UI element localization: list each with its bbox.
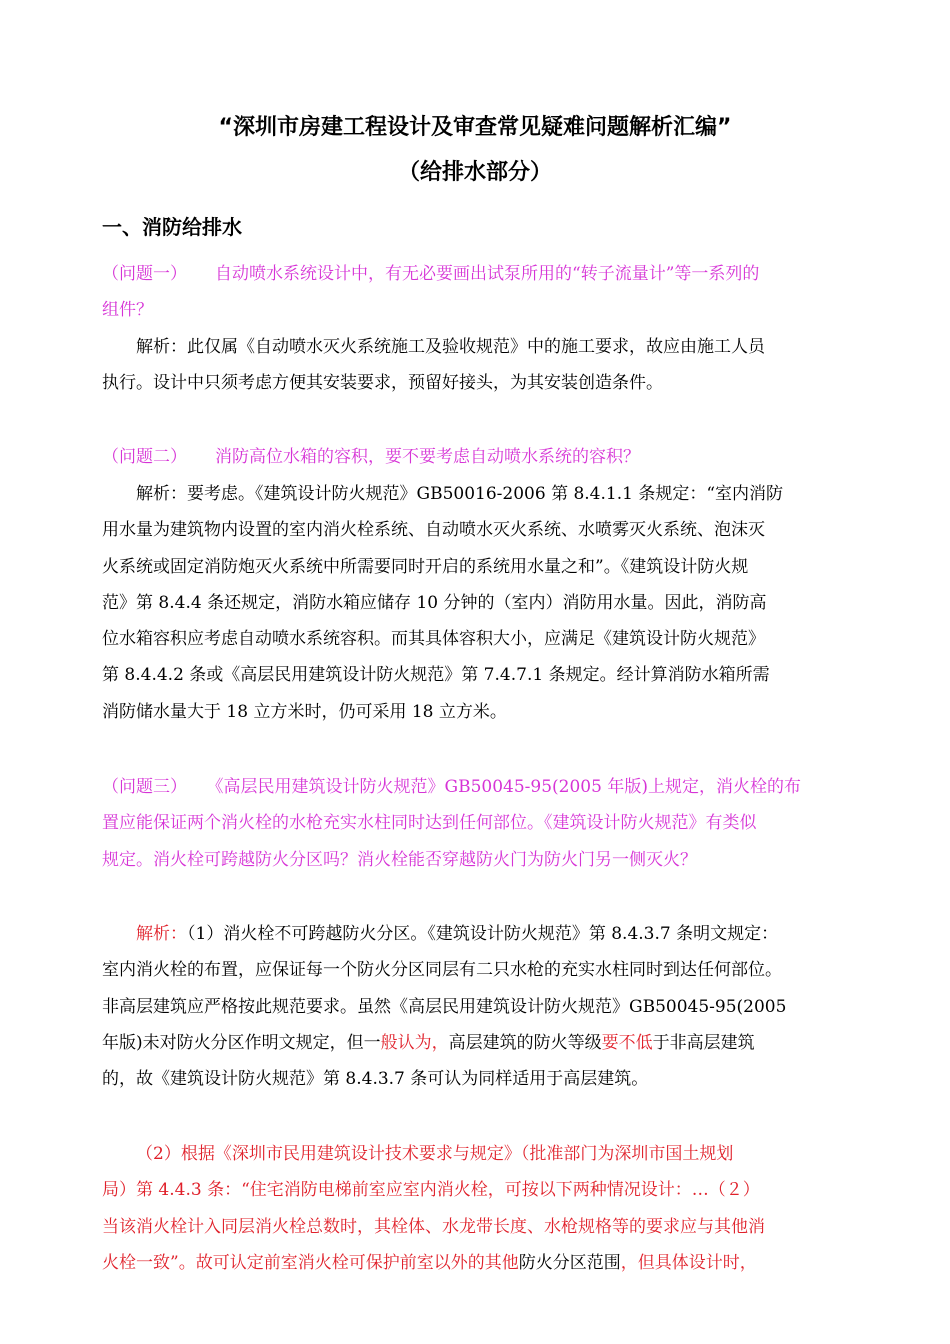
answer-line: 的，故《建筑设计防火规范》第 8.4.3.7 条可认为同样适用于高层建筑。: [102, 1069, 649, 1090]
answer-line: （2）根据《深圳市民用建筑设计技术要求与规定》（批准部门为深圳市国土规划: [136, 1144, 734, 1164]
answer-line: 当该消火栓计入同层消火栓总数时，其栓体、水龙带长度、水枪规格等的要求应与其他消: [102, 1216, 765, 1237]
question-text-line: 自动喷水系统设计中，有无必要画出试泵所用的“转子流量计”等一系列的: [215, 264, 760, 284]
answer-line: （1）消火栓不可跨越防火分区。《建筑设计防火规范》第 8.4.3.7 条明文规定：: [187, 924, 779, 944]
answer-line: 位水箱容积应考虑自动喷水系统容积。而其具体容积大小，应满足《建筑设计防火规范》: [102, 629, 765, 650]
answer-line: 消防储水量大于 18 立方米时，仍可采用 18 立方米。: [102, 701, 507, 722]
answer-label: 解析：: [136, 924, 187, 944]
answer-text: 火栓一致”。故可认定前室消火栓可保护前室以外的其他: [102, 1252, 519, 1273]
answer-line: 范》第 8.4.4 条还规定，消防水箱应储存 10 分钟的（室内）消防用水量。因此，消防高: [102, 592, 767, 613]
answer-1: [102, 329, 852, 402]
question-text-line: 置应能保证两个消火栓的水枪充实水柱同时达到任何部位。《建筑设计防火规范》有类似: [102, 813, 757, 834]
answer-line: 用水量为建筑物内设置的室内消火栓系统、自动喷水灭火系统、水喷雾灭火系统、泡沫灭: [102, 520, 765, 541]
answer-line: 执行。设计中只须考虑方便其安装要求，预留好接头，为其安装创造条件。: [102, 373, 663, 394]
answer-highlight: 般认为，: [380, 1032, 449, 1053]
document-title: “深圳市房建工程设计及审查常见疑难问题解析汇编”: [218, 115, 732, 140]
answer-line: 局）第 4.4.3 条：“住宅消防电梯前室应室内消火栓，可按以下两种情况设计：…（２）: [102, 1180, 760, 1201]
answer-line: 非高层建筑应严格按此规范要求。虽然《高层民用建筑设计防火规范》GB50045-95(2005: [102, 996, 787, 1017]
answer-text: 于非高层建筑: [652, 1032, 755, 1053]
answer-line: 室内消火栓的布置，应保证每一个防火分区同层有二只水枪的充实水柱同时到达任何部位。: [102, 960, 782, 981]
question-label: （问题一）: [102, 264, 187, 284]
question-1: [102, 256, 852, 329]
answer-3: [102, 916, 852, 1097]
answer-line: 第 8.4.4.2 条或《高层民用建筑设计防火规范》第 7.4.7.1 条规定。经计算消防水箱所需: [102, 665, 770, 686]
answer-text: 高层建筑的防火等级: [448, 1032, 602, 1053]
answer-highlight: 要不低: [601, 1032, 653, 1053]
question-3: [102, 769, 852, 878]
answer-line: 解析：此仅属《自动喷水灭火系统施工及验收规范》中的施工要求，故应由施工人员: [136, 337, 765, 357]
document-subtitle: （给排水部分）: [397, 160, 552, 185]
question-label: （问题二）: [102, 447, 187, 467]
question-text-line: 消防高位水箱的容积，要不要考虑自动喷水系统的容积？: [215, 447, 640, 467]
question-2: [102, 439, 852, 475]
answer-text: ，但具体设计时，: [620, 1252, 757, 1273]
question-label: （问题三）: [102, 777, 187, 797]
answer-3-part-2: [102, 1136, 852, 1281]
question-text-line: 规定。消火栓可跨越防火分区吗？消火栓能否穿越防火门为防火门另一侧灭火？: [102, 849, 697, 870]
question-text-line: 《高层民用建筑设计防火规范》GB50045-95(2005 年版)上规定，消火栓的布: [215, 777, 801, 797]
answer-line: 火系统或固定消防炮灭火系统中所需要同时开启的系统用水量之和”。《建筑设计防火规: [102, 556, 749, 577]
section-heading: 一、消防给排水: [102, 215, 242, 239]
question-text-line: 组件？: [102, 300, 153, 321]
answer-line: 解析：要考虑。《建筑设计防火规范》GB50016-2006 第 8.4.1.1 条规定：“室内消防: [136, 484, 784, 504]
answer-text: 年版)未对防火分区作明文规定，但一: [102, 1032, 381, 1053]
answer-text: 防火分区范围: [518, 1252, 621, 1273]
answer-2: [102, 476, 852, 730]
